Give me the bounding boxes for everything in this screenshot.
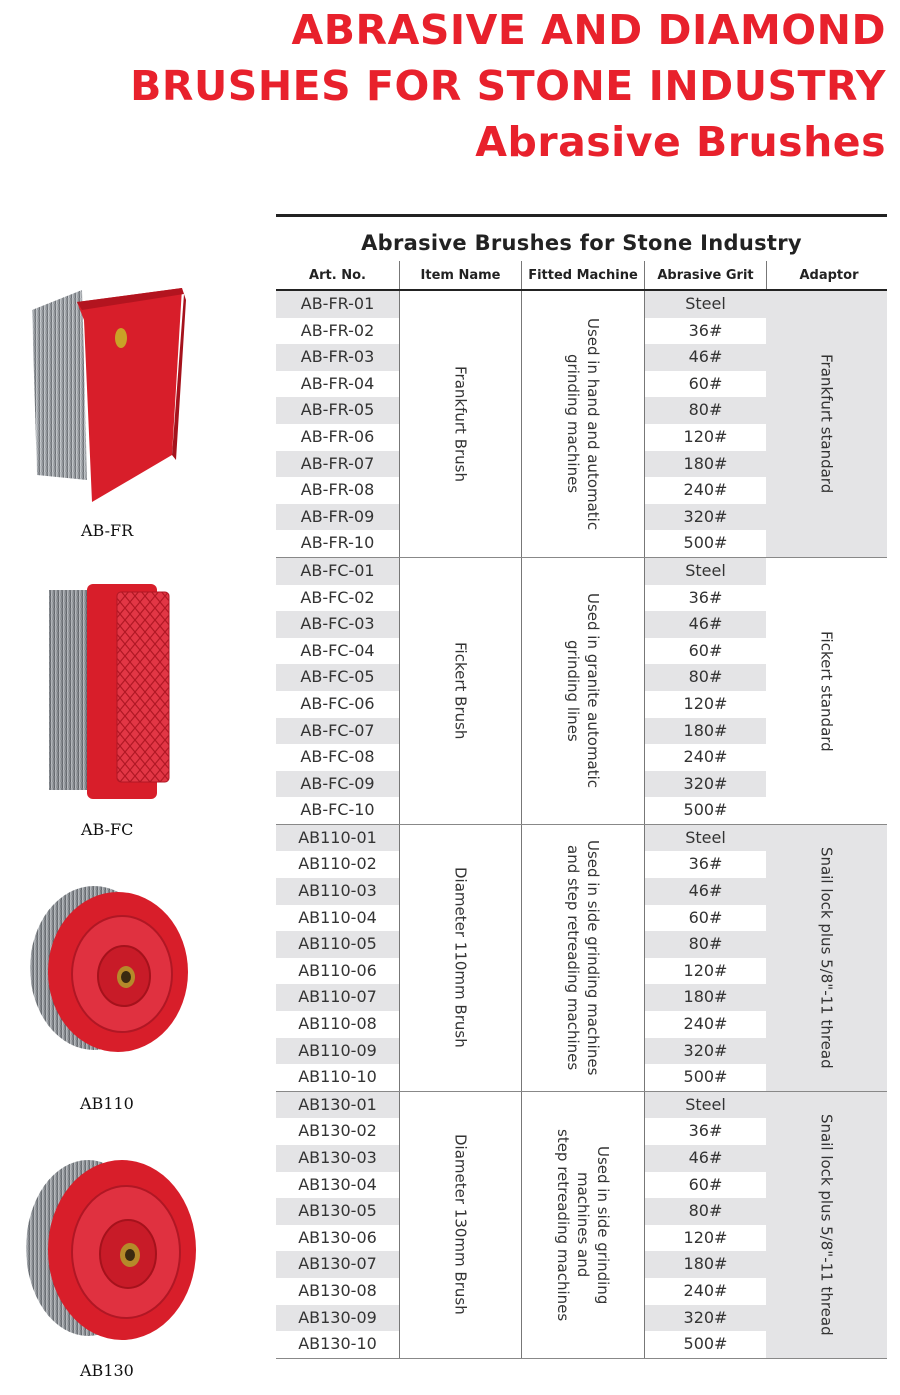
fitted-machine-cell-text: Used in side grinding machines and step retreading machines [554,1128,612,1321]
abrasive-grit-cell: 60# [645,905,767,932]
art-no-cell: AB110-08 [276,1011,400,1038]
art-no-cell: AB130-08 [276,1278,400,1305]
item-name-cell [400,291,521,557]
abrasive-grit-cell: 180# [645,451,767,478]
abrasive-grit-cell: 60# [645,638,767,665]
abrasive-grit-cell: 120# [645,691,767,718]
abrasive-grit-cell: 80# [645,1198,767,1225]
art-no-cell: AB110-06 [276,958,400,985]
art-no-cell: AB-FR-07 [276,451,400,478]
art-no-cell: AB130-05 [276,1198,400,1225]
abrasive-grit-cell: 36# [645,1118,767,1145]
product-ab-fc-image [45,578,175,803]
item-name-cell-text: Fickert Brush [451,642,470,740]
abrasive-grit-cell: 500# [645,1331,767,1358]
abrasive-grit-cell: 80# [645,664,767,691]
abrasive-grit-cell: 320# [645,1305,767,1332]
column-header-abrasive-grit: Abrasive Grit [645,261,767,289]
product-group [276,291,887,558]
abrasive-grit-cell: 80# [645,931,767,958]
art-no-cell: AB-FC-03 [276,611,400,638]
adaptor-cell-text: Frankfurt standard [817,354,836,494]
art-no-cell: AB110-04 [276,905,400,932]
title-line-2: BRUSHES FOR STONE INDUSTRY [130,62,886,110]
abrasive-grit-cell: 180# [645,718,767,745]
art-no-cell: AB130-09 [276,1305,400,1332]
abrasive-grit-cell: 120# [645,1225,767,1252]
product-label-ab130: AB130 [80,1361,134,1380]
abrasive-grit-cell: Steel [645,825,767,852]
table-body [276,291,887,1359]
art-no-cell: AB-FR-09 [276,504,400,531]
art-no-cell: AB-FC-09 [276,771,400,798]
table-header-row [276,261,887,291]
abrasive-grit-cell: 46# [645,344,767,371]
item-name-cell [400,558,521,824]
art-no-cell: AB130-03 [276,1145,400,1172]
adaptor-cell [766,825,887,1091]
adaptor-cell [766,1092,887,1358]
art-no-cell: AB-FR-01 [276,291,400,318]
abrasive-grit-cell: Steel [645,558,767,585]
adaptor-cell [766,558,887,824]
abrasive-grit-cell: 80# [645,397,767,424]
art-no-cell: AB-FC-06 [276,691,400,718]
abrasive-grit-cell: 240# [645,1011,767,1038]
art-no-cell: AB110-03 [276,878,400,905]
art-no-cell: AB-FC-04 [276,638,400,665]
art-no-cell: AB110-10 [276,1064,400,1091]
item-name-cell [400,825,521,1091]
abrasive-grit-cell: 46# [645,611,767,638]
abrasive-grit-cell: 180# [645,1251,767,1278]
art-no-cell: AB110-01 [276,825,400,852]
abrasive-grit-cell: 46# [645,1145,767,1172]
item-name-cell [400,1092,521,1358]
page-title [130,2,886,170]
art-no-cell: AB130-01 [276,1092,400,1119]
product-label-ab-fr: AB-FR [81,521,134,540]
product-ab-fr-image [22,280,192,510]
art-no-cell: AB-FC-01 [276,558,400,585]
art-no-cell: AB130-02 [276,1118,400,1145]
abrasive-grit-cell: 60# [645,1172,767,1199]
abrasive-grit-cell: 36# [645,585,767,612]
art-no-cell: AB-FC-10 [276,797,400,824]
item-name-cell-text: Diameter 110mm Brush [451,867,470,1049]
product-label-ab110: AB110 [80,1094,134,1113]
item-name-cell-text: Diameter 130mm Brush [451,1134,470,1316]
art-no-cell: AB-FR-10 [276,530,400,557]
abrasive-grit-cell: 320# [645,504,767,531]
abrasive-grit-cell: 240# [645,744,767,771]
art-no-cell: AB-FC-05 [276,664,400,691]
art-no-cell: AB-FR-08 [276,477,400,504]
art-no-cell: AB-FR-03 [276,344,400,371]
column-header-fitted-machine: Fitted Machine [522,261,645,289]
abrasive-grit-cell: 120# [645,958,767,985]
art-no-cell: AB110-05 [276,931,400,958]
fitted-machine-cell-text: Used in side grinding machines and step retreading machines [564,840,602,1076]
product-table [276,214,887,1359]
abrasive-grit-cell: Steel [645,291,767,318]
abrasive-grit-cell: 120# [645,424,767,451]
item-name-cell-text: Frankfurt Brush [451,365,470,482]
abrasive-grit-cell: 180# [645,984,767,1011]
abrasive-grit-cell: Steel [645,1092,767,1119]
art-no-cell: AB-FR-02 [276,318,400,345]
adaptor-cell-text: Snail lock plus 5/8"-11 thread [817,1113,836,1336]
adaptor-cell-text: Fickert standard [817,630,836,752]
fitted-machine-cell [522,1092,644,1358]
adaptor-cell [766,291,887,557]
art-no-cell: AB-FC-08 [276,744,400,771]
fitted-machine-cell-text: Used in hand and automatic grinding machines [564,317,602,531]
fitted-machine-cell [522,825,644,1091]
abrasive-grit-cell: 500# [645,1064,767,1091]
art-no-cell: AB110-07 [276,984,400,1011]
abrasive-grit-cell: 500# [645,797,767,824]
art-no-cell: AB130-06 [276,1225,400,1252]
abrasive-grit-cell: 36# [645,851,767,878]
fitted-machine-cell [522,291,644,557]
art-no-cell: AB110-09 [276,1038,400,1065]
abrasive-grit-cell: 36# [645,318,767,345]
column-header-art-no: Art. No. [276,261,400,289]
art-no-cell: AB130-10 [276,1331,400,1358]
abrasive-grit-cell: 320# [645,771,767,798]
art-no-cell: AB-FR-04 [276,371,400,398]
product-label-ab-fc: AB-FC [81,820,134,839]
abrasive-grit-cell: 500# [645,530,767,557]
product-ab110-image [16,880,191,1055]
art-no-cell: AB-FR-06 [276,424,400,451]
title-line-1: ABRASIVE AND DIAMOND [291,6,886,54]
column-header-item-name: Item Name [400,261,522,289]
title-line-3: Abrasive Brushes [475,118,886,166]
abrasive-grit-cell: 46# [645,878,767,905]
art-no-cell: AB-FC-07 [276,718,400,745]
abrasive-grit-cell: 240# [645,1278,767,1305]
fitted-machine-cell [522,558,644,824]
art-no-cell: AB130-07 [276,1251,400,1278]
adaptor-cell-text: Snail lock plus 5/8"-11 thread [817,847,836,1069]
table-title: Abrasive Brushes for Stone Industry [361,231,802,255]
abrasive-grit-cell: 60# [645,371,767,398]
art-no-cell: AB-FR-05 [276,397,400,424]
abrasive-grit-cell: 240# [645,477,767,504]
product-group [276,558,887,825]
column-header-adaptor: Adaptor [799,268,859,283]
art-no-cell: AB-FC-02 [276,585,400,612]
art-no-cell: AB110-02 [276,851,400,878]
art-no-cell: AB130-04 [276,1172,400,1199]
product-group [276,1092,887,1359]
fitted-machine-cell-text: Used in granite automatic grinding lines [564,593,602,789]
product-group [276,825,887,1092]
abrasive-grit-cell: 320# [645,1038,767,1065]
product-ab130-image [16,1150,201,1350]
